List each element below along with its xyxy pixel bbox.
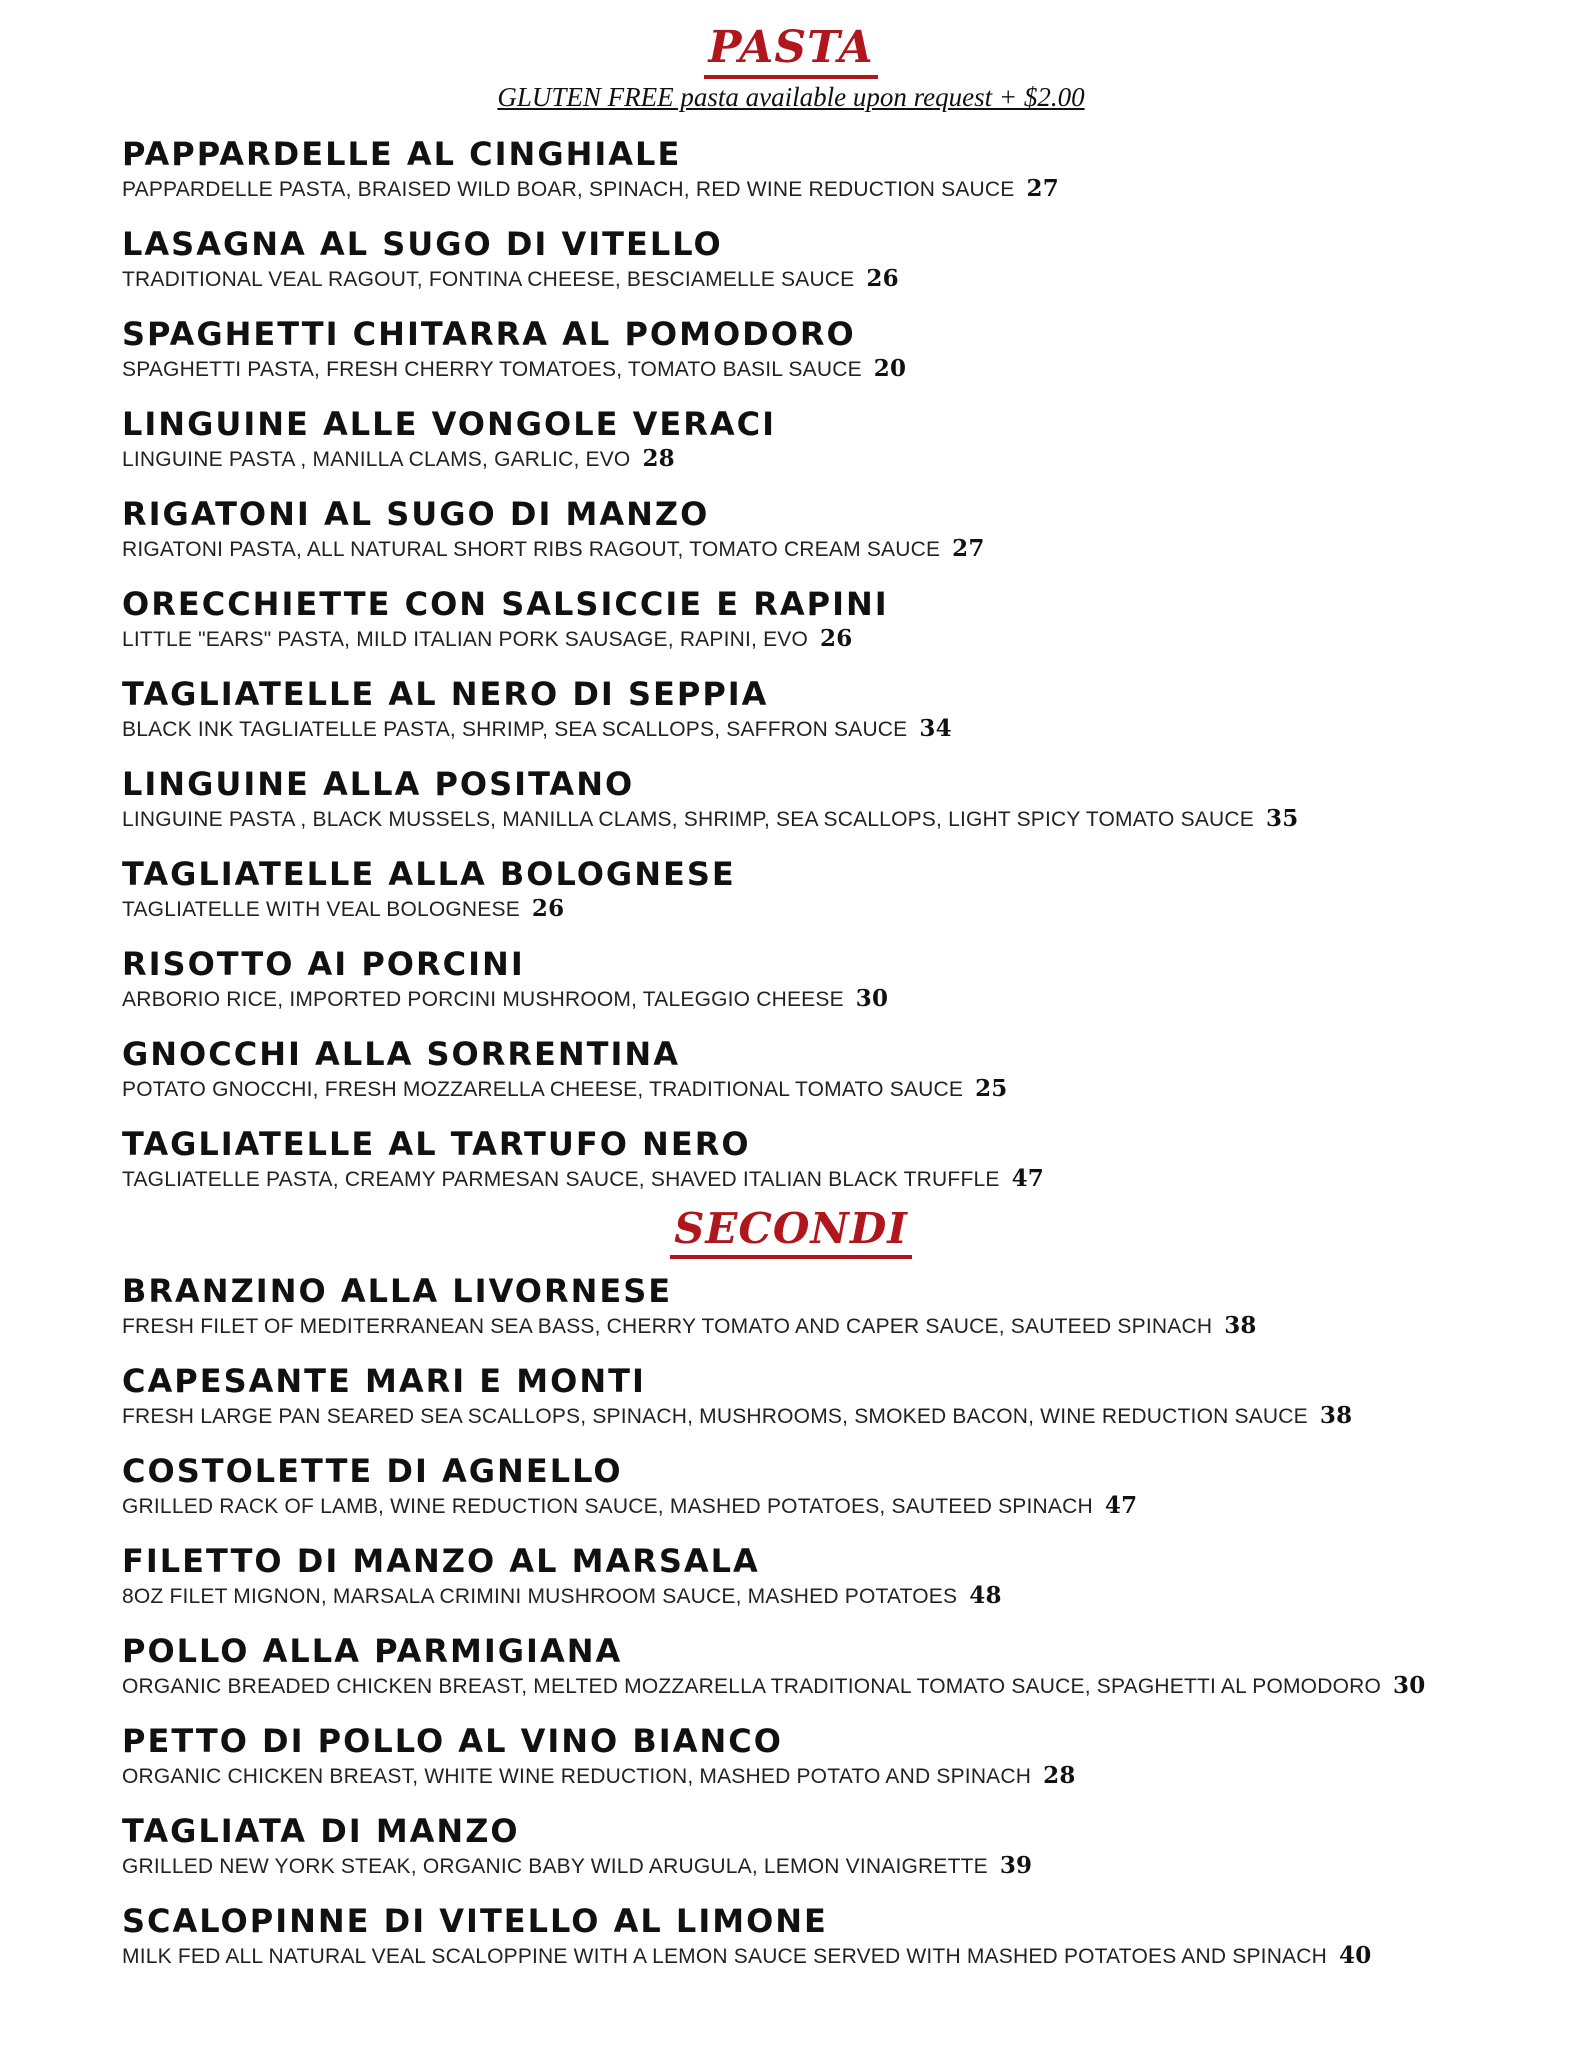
- menu-item-name: TAGLIATELLE AL TARTUFO NERO: [122, 1125, 751, 1163]
- menu-item-description: GRILLED NEW YORK STEAK, ORGANIC BABY WILD ARUGULA, LEMON VINAIGRETTE: [122, 1855, 988, 1878]
- menu-item: [122, 584, 1542, 674]
- menu-item-description: POTATO GNOCCHI, FRESH MOZZARELLA CHEESE, TRADITIONAL TOMATO SAUCE: [122, 1078, 964, 1101]
- menu-item-name: CAPESANTE MARI E MONTI: [122, 1362, 646, 1400]
- menu-item: [122, 134, 1542, 224]
- menu-item-name: SCALOPINNE DI VITELLO AL LIMONE: [122, 1902, 828, 1940]
- menu-item-description-line: [122, 1941, 1542, 1972]
- menu-item-description-line: [122, 264, 1542, 295]
- menu-item-name: BRANZINO ALLA LIVORNESE: [122, 1272, 673, 1310]
- menu-item: [122, 1721, 1542, 1811]
- menu-item: [122, 494, 1542, 584]
- menu-item-description: GRILLED RACK OF LAMB, WINE REDUCTION SAUCE, MASHED POTATOES, SAUTEED SPINACH: [122, 1495, 1093, 1518]
- menu-item-name: LASAGNA AL SUGO DI VITELLO: [122, 225, 723, 263]
- menu-item-description-line: [122, 534, 1542, 565]
- menu-item-description-line: [122, 1074, 1542, 1105]
- menu-item-name: PETTO DI POLLO AL VINO BIANCO: [122, 1722, 783, 1760]
- menu-item: [122, 854, 1542, 944]
- menu-item-description: 8OZ FILET MIGNON, MARSALA CRIMINI MUSHROOM SAUCE, MASHED POTATOES: [122, 1585, 958, 1608]
- menu-item-description: MILK FED ALL NATURAL VEAL SCALOPPINE WITH A LEMON SAUCE SERVED WITH MASHED POTATOES AND SPINACH: [122, 1945, 1327, 1968]
- menu-item-description-line: [122, 804, 1542, 835]
- menu-item-price: 47: [1104, 1492, 1138, 1519]
- menu-item-description-line: [122, 174, 1542, 205]
- secondi-title-text: SECONDI: [670, 1204, 912, 1259]
- menu-item-description-line: [122, 1671, 1542, 1702]
- menu-item-price: 38: [1319, 1402, 1353, 1429]
- menu-item: [122, 314, 1542, 404]
- menu-item-name: TAGLIATELLE ALLA BOLOGNESE: [122, 855, 736, 893]
- menu-item-description: RIGATONI PASTA, ALL NATURAL SHORT RIBS RAGOUT, TOMATO CREAM SAUCE: [122, 538, 941, 561]
- menu-item-price: 47: [1011, 1165, 1044, 1192]
- menu-item-description: BLACK INK TAGLIATELLE PASTA, SHRIMP, SEA SCALLOPS, SAFFRON SAUCE: [122, 718, 908, 741]
- menu-item-description-line: [122, 1581, 1542, 1612]
- gluten-free-note: GLUTEN FREE pasta available upon request + $2.00: [497, 82, 1085, 112]
- menu-item: [122, 1361, 1542, 1451]
- menu-item-description-line: [122, 984, 1542, 1015]
- secondi-section-title: [0, 1203, 1582, 1255]
- menu-item-description-line: [122, 1761, 1542, 1792]
- menu-item-price: 30: [855, 985, 889, 1012]
- menu-item: [122, 1901, 1542, 1991]
- menu-item-name: TAGLIATELLE AL NERO DI SEPPIA: [122, 675, 769, 713]
- menu-item-price: 35: [1265, 805, 1299, 832]
- menu-item: [122, 404, 1542, 494]
- pasta-section-title: [0, 22, 1582, 74]
- menu-item-name: RIGATONI AL SUGO DI MANZO: [122, 495, 710, 533]
- menu-item-price: 38: [1224, 1312, 1257, 1339]
- menu-item-price: 39: [999, 1852, 1033, 1879]
- menu-item-price: 20: [873, 355, 907, 382]
- menu-item-description: LITTLE "EARS" PASTA, MILD ITALIAN PORK SAUSAGE, RAPINI, EVO: [122, 628, 809, 651]
- menu-item: [122, 1124, 1542, 1214]
- menu-item-name: TAGLIATA DI MANZO: [122, 1812, 520, 1850]
- menu-item: [122, 1631, 1542, 1721]
- menu-item-price: 27: [1026, 175, 1059, 202]
- menu-item-description-line: [122, 1401, 1542, 1432]
- menu-item: [122, 1541, 1542, 1631]
- menu-item-description: FRESH FILET OF MEDITERRANEAN SEA BASS, CHERRY TOMATO AND CAPER SAUCE, SAUTEED SPINACH: [122, 1315, 1213, 1338]
- menu-item-price: 30: [1393, 1672, 1426, 1699]
- menu-item-price: 25: [975, 1075, 1008, 1102]
- menu-item-description: ARBORIO RICE, IMPORTED PORCINI MUSHROOM, TALEGGIO CHEESE: [122, 988, 844, 1011]
- menu-item-description-line: [122, 1164, 1542, 1195]
- menu-item-description-line: [122, 1311, 1542, 1342]
- menu-item: [122, 1271, 1542, 1361]
- menu-item-price: 34: [919, 715, 952, 742]
- menu-item-name: ORECCHIETTE CON SALSICCIE E RAPINI: [122, 585, 889, 623]
- menu-item-price: 40: [1339, 1942, 1372, 1969]
- menu-item: [122, 764, 1542, 854]
- menu-item-description: TAGLIATELLE WITH VEAL BOLOGNESE: [122, 898, 520, 921]
- menu-item-price: 26: [866, 265, 899, 292]
- menu-item-description-line: [122, 1851, 1542, 1882]
- menu-item-description-line: [122, 714, 1542, 745]
- menu-item-description: FRESH LARGE PAN SEARED SEA SCALLOPS, SPINACH, MUSHROOMS, SMOKED BACON, WINE REDUCTION SAUCE: [122, 1405, 1308, 1428]
- menu-item-description: LINGUINE PASTA , BLACK MUSSELS, MANILLA CLAMS, SHRIMP, SEA SCALLOPS, LIGHT SPICY TOMATO SAUCE: [122, 808, 1254, 831]
- menu-item: [122, 944, 1542, 1034]
- menu-item-price: 48: [969, 1582, 1002, 1609]
- menu-item-name: PAPPARDELLE AL CINGHIALE: [122, 135, 682, 173]
- menu-item-price: 28: [642, 445, 675, 472]
- secondi-list: [122, 1271, 1542, 1991]
- menu-item-description: LINGUINE PASTA , MANILLA CLAMS, GARLIC, EVO: [122, 448, 631, 471]
- menu-item-description-line: [122, 624, 1542, 655]
- menu-item: [122, 224, 1542, 314]
- menu-item-name: COSTOLETTE DI AGNELLO: [122, 1452, 623, 1490]
- menu-item-description-line: [122, 444, 1542, 475]
- menu-item-name: LINGUINE ALLE VONGOLE VERACI: [122, 405, 777, 443]
- menu-item-description: ORGANIC BREADED CHICKEN BREAST, MELTED MOZZARELLA TRADITIONAL TOMATO SAUCE, SPAGHETTI AL POMODORO: [122, 1675, 1382, 1698]
- menu-item-description-line: [122, 354, 1542, 385]
- menu-item-name: POLLO ALLA PARMIGIANA: [122, 1632, 623, 1670]
- menu-item-name: LINGUINE ALLA POSITANO: [122, 765, 635, 803]
- menu-item-price: 27: [952, 535, 985, 562]
- menu-item-description-line: [122, 1491, 1542, 1522]
- menu-item-name: SPAGHETTI CHITARRA AL POMODORO: [122, 315, 856, 353]
- menu-item-price: 28: [1043, 1762, 1076, 1789]
- menu-item-description: TAGLIATELLE PASTA, CREAMY PARMESAN SAUCE, SHAVED ITALIAN BLACK TRUFFLE: [122, 1168, 1000, 1191]
- menu-item: [122, 1034, 1542, 1124]
- menu-item-name: RISOTTO AI PORCINI: [122, 945, 525, 983]
- menu-item-description: ORGANIC CHICKEN BREAST, WHITE WINE REDUCTION, MASHED POTATO AND SPINACH: [122, 1765, 1032, 1788]
- menu-item-price: 26: [820, 625, 853, 652]
- pasta-list: [122, 134, 1542, 1214]
- menu-item-name: GNOCCHI ALLA SORRENTINA: [122, 1035, 680, 1073]
- menu-item-price: 26: [531, 895, 565, 922]
- pasta-title-text: PASTA: [704, 22, 877, 79]
- menu-item-description: PAPPARDELLE PASTA, BRAISED WILD BOAR, SPINACH, RED WINE REDUCTION SAUCE: [122, 178, 1015, 201]
- menu-item-description: TRADITIONAL VEAL RAGOUT, FONTINA CHEESE, BESCIAMELLE SAUCE: [122, 268, 855, 291]
- menu-item-name: FILETTO DI MANZO AL MARSALA: [122, 1542, 760, 1580]
- menu-item: [122, 1451, 1542, 1541]
- menu-item-description: SPAGHETTI PASTA, FRESH CHERRY TOMATOES, TOMATO BASIL SAUCE: [122, 358, 862, 381]
- menu-item-description-line: [122, 894, 1542, 925]
- menu-item: [122, 1811, 1542, 1901]
- menu-item: [122, 674, 1542, 764]
